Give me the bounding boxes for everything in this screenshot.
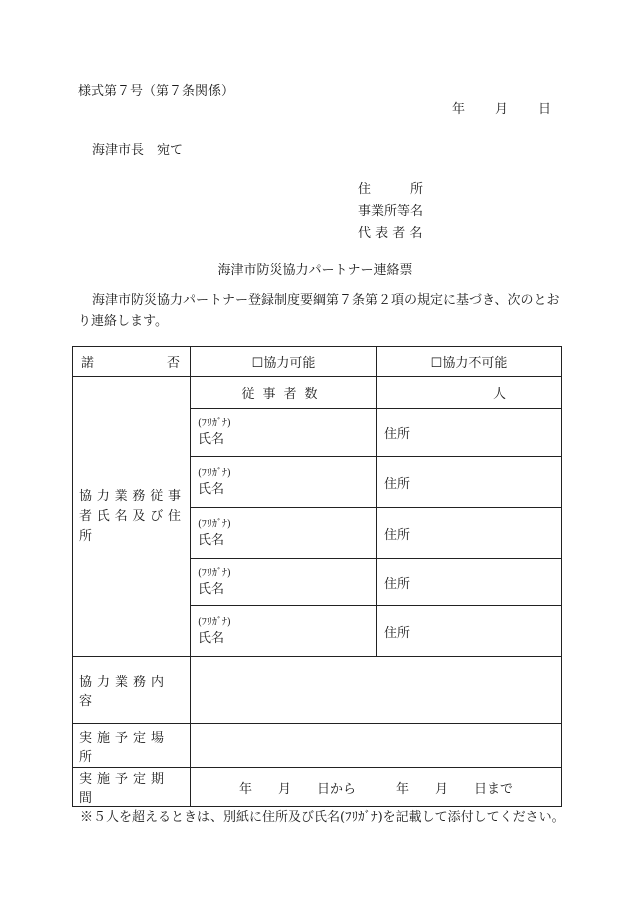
business-name-label: 事業所等名 [358,204,424,219]
intro-text: 海津市防災協力パートナー登録制度要綱第７条第２項の規定に基づき、次のとおり連絡します。 [78,293,560,329]
form-number: 様式第７号（第７条関係） [78,84,235,99]
representative-label: 代 表 者 名 [358,226,423,241]
worker-count-label: 従事者数 [191,377,377,409]
place-field[interactable] [191,724,562,768]
period-field[interactable] [191,768,562,807]
document-title: 海津市防災協力パートナー連絡票 [217,263,413,278]
worker-3-address-field[interactable]: 住所 [377,508,562,559]
worker-5-name-field[interactable] [191,606,377,657]
period-label-cell: 実施予定期間 [73,768,191,807]
furigana-label: (ﾌﾘｶﾞﾅ) [198,418,231,429]
furigana-label: (ﾌﾘｶﾞﾅ) [198,567,231,579]
applicant-block [358,179,423,245]
name-label: 氏名 [198,581,225,597]
consent-label-1: 諾 [81,356,95,371]
address-label: 住 所 [358,182,424,197]
footnote: ※５人を超えるときは、別紙に住所及び氏名(ﾌﾘｶﾞﾅ)を記載して添付してください。 [80,810,565,825]
consent-label-2: 否 [166,356,180,371]
addressee: 海津市長 宛て [92,143,184,158]
place-label-cell: 実施予定場所 [73,724,191,768]
contact-form-table [72,346,562,807]
name-label: 氏名 [198,630,225,646]
name-label: 氏名 [198,532,225,548]
worker-2-address-field[interactable]: 住所 [377,457,562,508]
worker-5-address-field[interactable]: 住所 [377,606,562,657]
date-year-label: 年 [452,102,466,117]
workers-label: 協力業務従事者氏名及び住所 [79,488,184,544]
furigana-label: (ﾌﾘｶﾞﾅ) [198,518,231,530]
furigana-label: (ﾌﾘｶﾞﾅ) [198,467,231,479]
worker-1-address-field[interactable]: 住所 [377,409,562,457]
worker-2-name-field[interactable] [191,457,377,508]
worker-1-name-field[interactable] [191,409,377,457]
date-month-label: 月 [495,102,509,117]
content-field[interactable] [191,657,562,724]
content-label-cell: 協力業務内容 [73,657,191,724]
date-day-label: 日 [538,102,552,117]
name-label: 氏名 [198,481,225,497]
date-line [452,98,551,117]
consent-label-cell [73,347,191,377]
worker-4-address-field[interactable]: 住所 [377,559,562,606]
worker-count-field[interactable]: 人 [377,377,562,409]
worker-3-name-field[interactable] [191,508,377,559]
consent-no-checkbox[interactable]: ☐協力不可能 [377,347,562,377]
period-to: 年 月 日まで [396,781,514,797]
consent-yes-checkbox[interactable]: ☐協力可能 [191,347,377,377]
workers-label-cell [73,377,191,657]
furigana-label: (ﾌﾘｶﾞﾅ) [198,616,231,628]
worker-4-name-field[interactable] [191,559,377,606]
period-from: 年 月 日から [238,781,356,797]
name-label: 氏名 [198,432,225,447]
